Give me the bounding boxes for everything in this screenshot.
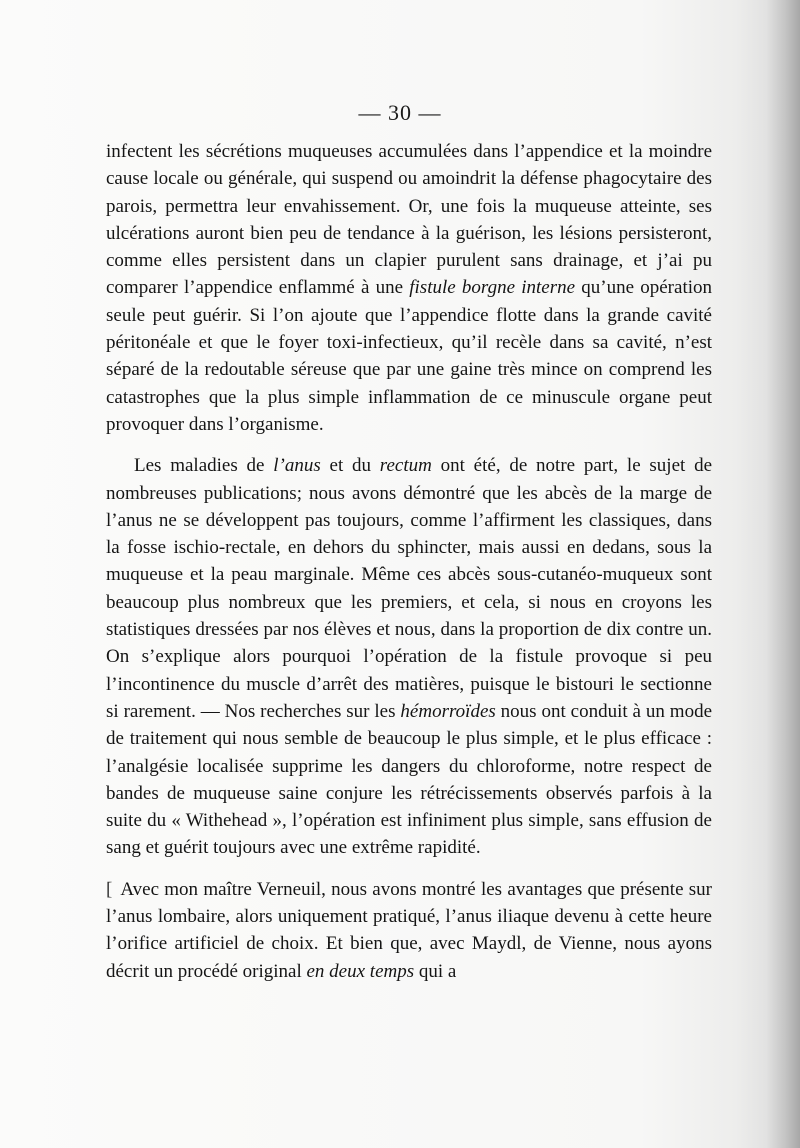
italic-term: rectum bbox=[379, 455, 432, 477]
paragraph-verneuil bbox=[106, 876, 712, 985]
text-segment: infectent les sécrétions muqueuses accumulées dans l’appendice et la moindre cause locale ou générale, qui suspend ou amoindrit la défense phagocytaire des parois, permettra leur envahissement. Or, une fois la muqueuse atteinte, ses ulcérations auront bien peu de tendance à la guérison, les lésions persisteront, comme elles persistent dans un clapier purulent sans drainage, et j’ai pu comparer l’appendice enflammé à une bbox=[106, 141, 712, 299]
margin-bracket-mark: [ bbox=[106, 878, 113, 900]
text-segment: ont été, de notre part, le sujet de nombreuses publications; nous avons démontré que les abcès de la marge de l’anus ne se développent pas toujours, comme l’affirment les classiques, dans la fosse ischio-rectale, en dehors du sphincter, mais aussi en dedans, sous la muqueuse et la peau marginale. Même ces abcès sous-cutanéo-muqueux sont beaucoup plus nombreux que les premiers, et cela, si nous en croyons les statistiques dressées par nos élèves et nous, dans la proportion de dix contre un. On s’explique alors pourquoi l’opération de la fistule provoque si peu l’incontinence du muscle d’arrêt des matières, puisque le bistouri le sectionne si rarement. — Nos recherches sur les bbox=[106, 455, 713, 722]
italic-term: hémorroïdes bbox=[400, 700, 496, 722]
italic-term: en deux temps bbox=[306, 960, 415, 982]
italic-term: fistule borgne interne bbox=[409, 277, 576, 299]
paragraph-appendix bbox=[106, 138, 712, 438]
page-edge-shadow bbox=[766, 0, 800, 1148]
text-segment: nous ont conduit à un mode de traitement qui nous semble de beaucoup le plus simple, et le plus efficace : l’analgésie localisée supprime les dangers du chloroforme, notre respect de bandes de muqueuse saine conjure les rétrécissements observés parfois à la suite du « Withehead », l’opération est infiniment plus simple, sans effusion de sang et guérit toujours avec une extrême rapidité. bbox=[106, 700, 712, 859]
body-text bbox=[106, 138, 712, 985]
text-segment: qu’une opération seule peut guérir. Si l’on ajoute que l’appendice flotte dans la grande cavité péritonéale et que le foyer toxi-infectieux, qu’il recèle dans sa cavité, n’est séparé de la redoutable séreuse que par une gaine très mince on comprend les catastrophes que la plus simple inflammation de ce minuscule organe peut provoquer dans l’organisme. bbox=[106, 277, 712, 435]
text-segment: qui a bbox=[414, 960, 457, 982]
page-number: — 30 — bbox=[358, 100, 442, 125]
text-segment: Avec mon maître Verneuil, nous avons montré les avantages que présente sur l’anus lombaire, alors uniquement pratiqué, l’anus iliaque devenu à cette heure l’orifice artificiel de choix. Et bien que, avec Maydl, de Vienne, nous ayons décrit un procédé original bbox=[106, 878, 712, 982]
text-segment: Les maladies de bbox=[134, 455, 274, 477]
italic-term: l’anus bbox=[273, 455, 321, 477]
paragraph-anus-rectum bbox=[106, 452, 712, 861]
text-segment: et du bbox=[320, 455, 380, 477]
